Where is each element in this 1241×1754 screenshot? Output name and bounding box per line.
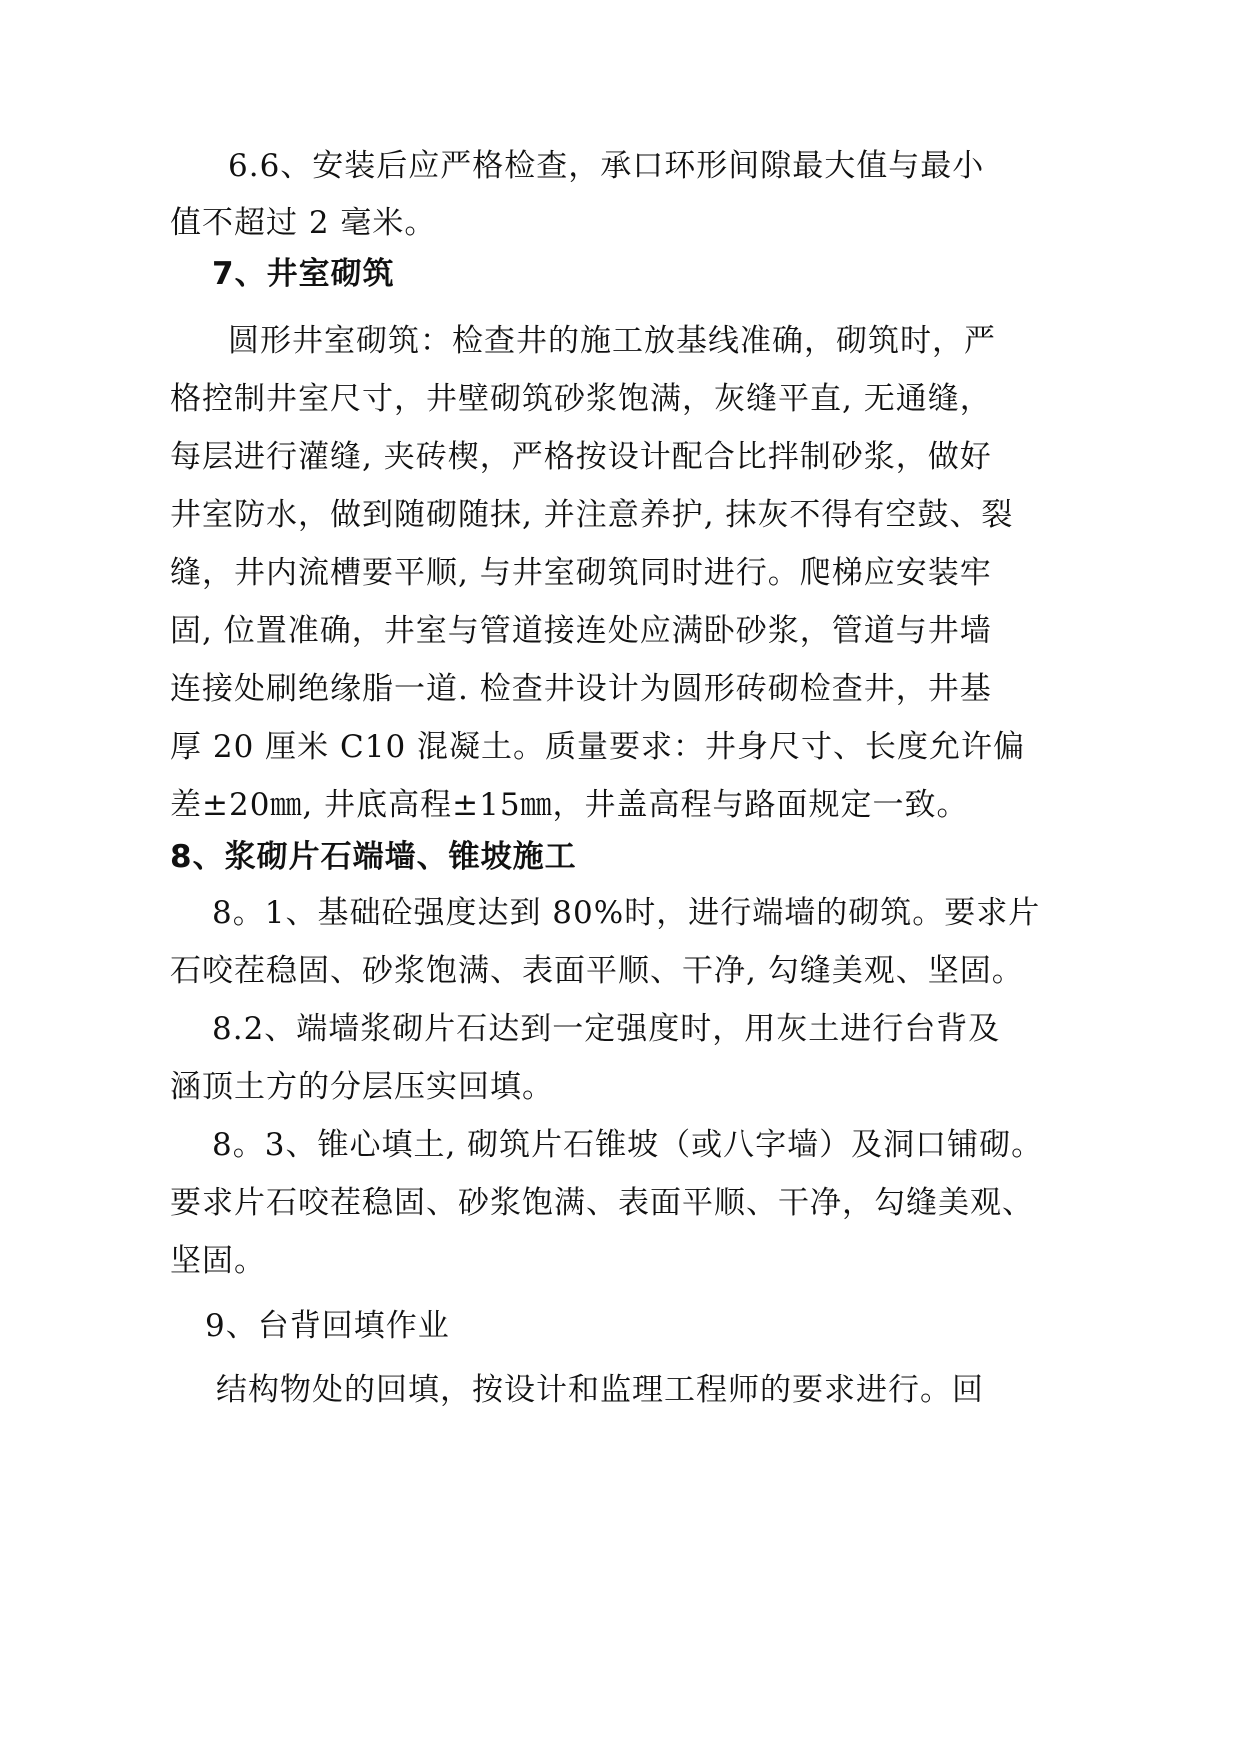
text-line: 固, 位置准确，井室与管道接连处应满卧砂浆，管道与井墙	[170, 613, 992, 649]
text-line: 圆形井室砌筑：检查井的施工放基线准确，砌筑时，严	[228, 323, 996, 359]
text-line: 结构物处的回填，按设计和监理工程师的要求进行。回	[216, 1372, 984, 1408]
text-line: 井室防水，做到随砌随抹, 并注意养护, 抹灰不得有空鼓、裂	[170, 497, 1014, 533]
text-line: 涵顶土方的分层压实回填。	[170, 1069, 554, 1105]
text-line: 8.2、端墙浆砌片石达到一定强度时，用灰土进行台背及	[212, 1011, 1001, 1047]
text-line: 8。1、基础砼强度达到 80%时，进行端墙的砌筑。要求片	[212, 895, 1041, 931]
text-line: 6.6、安装后应严格检查，承口环形间隙最大值与最小	[228, 148, 985, 184]
section-heading: 9、台背回填作业	[205, 1308, 450, 1344]
text-line: 值不超过 2 毫米。	[170, 205, 437, 241]
text-line: 坚固。	[170, 1243, 266, 1279]
text-line: 格控制井室尺寸，井壁砌筑砂浆饱满，灰缝平直, 无通缝，	[170, 381, 992, 417]
text-line: 石咬茬稳固、砂浆饱满、表面平顺、干净, 勾缝美观、坚固。	[170, 953, 1024, 989]
text-line: 缝，井内流槽要平顺, 与井室砌筑同时进行。爬梯应安装牢	[170, 555, 992, 591]
text-line: 差±20㎜, 井底高程±15㎜，井盖高程与路面规定一致。	[170, 787, 969, 823]
text-line: 要求片石咬茬稳固、砂浆饱满、表面平顺、干净，勾缝美观、	[170, 1185, 1034, 1221]
text-line: 8。3、锥心填土, 砌筑片石锥坡（或八字墙）及洞口铺砌。	[212, 1127, 1044, 1163]
text-line: 厚 20 厘米 C10 混凝土。质量要求：井身尺寸、长度允许偏	[170, 729, 1026, 765]
text-line: 每层进行灌缝, 夹砖楔，严格按设计配合比拌制砂浆，做好	[170, 439, 992, 475]
section-heading: 7、井室砌筑	[212, 256, 395, 292]
section-heading: 8、浆砌片石端墙、锥坡施工	[170, 839, 577, 875]
text-line: 连接处刷绝缘脂一道. 检查井设计为圆形砖砌检查井，井基	[170, 671, 992, 707]
